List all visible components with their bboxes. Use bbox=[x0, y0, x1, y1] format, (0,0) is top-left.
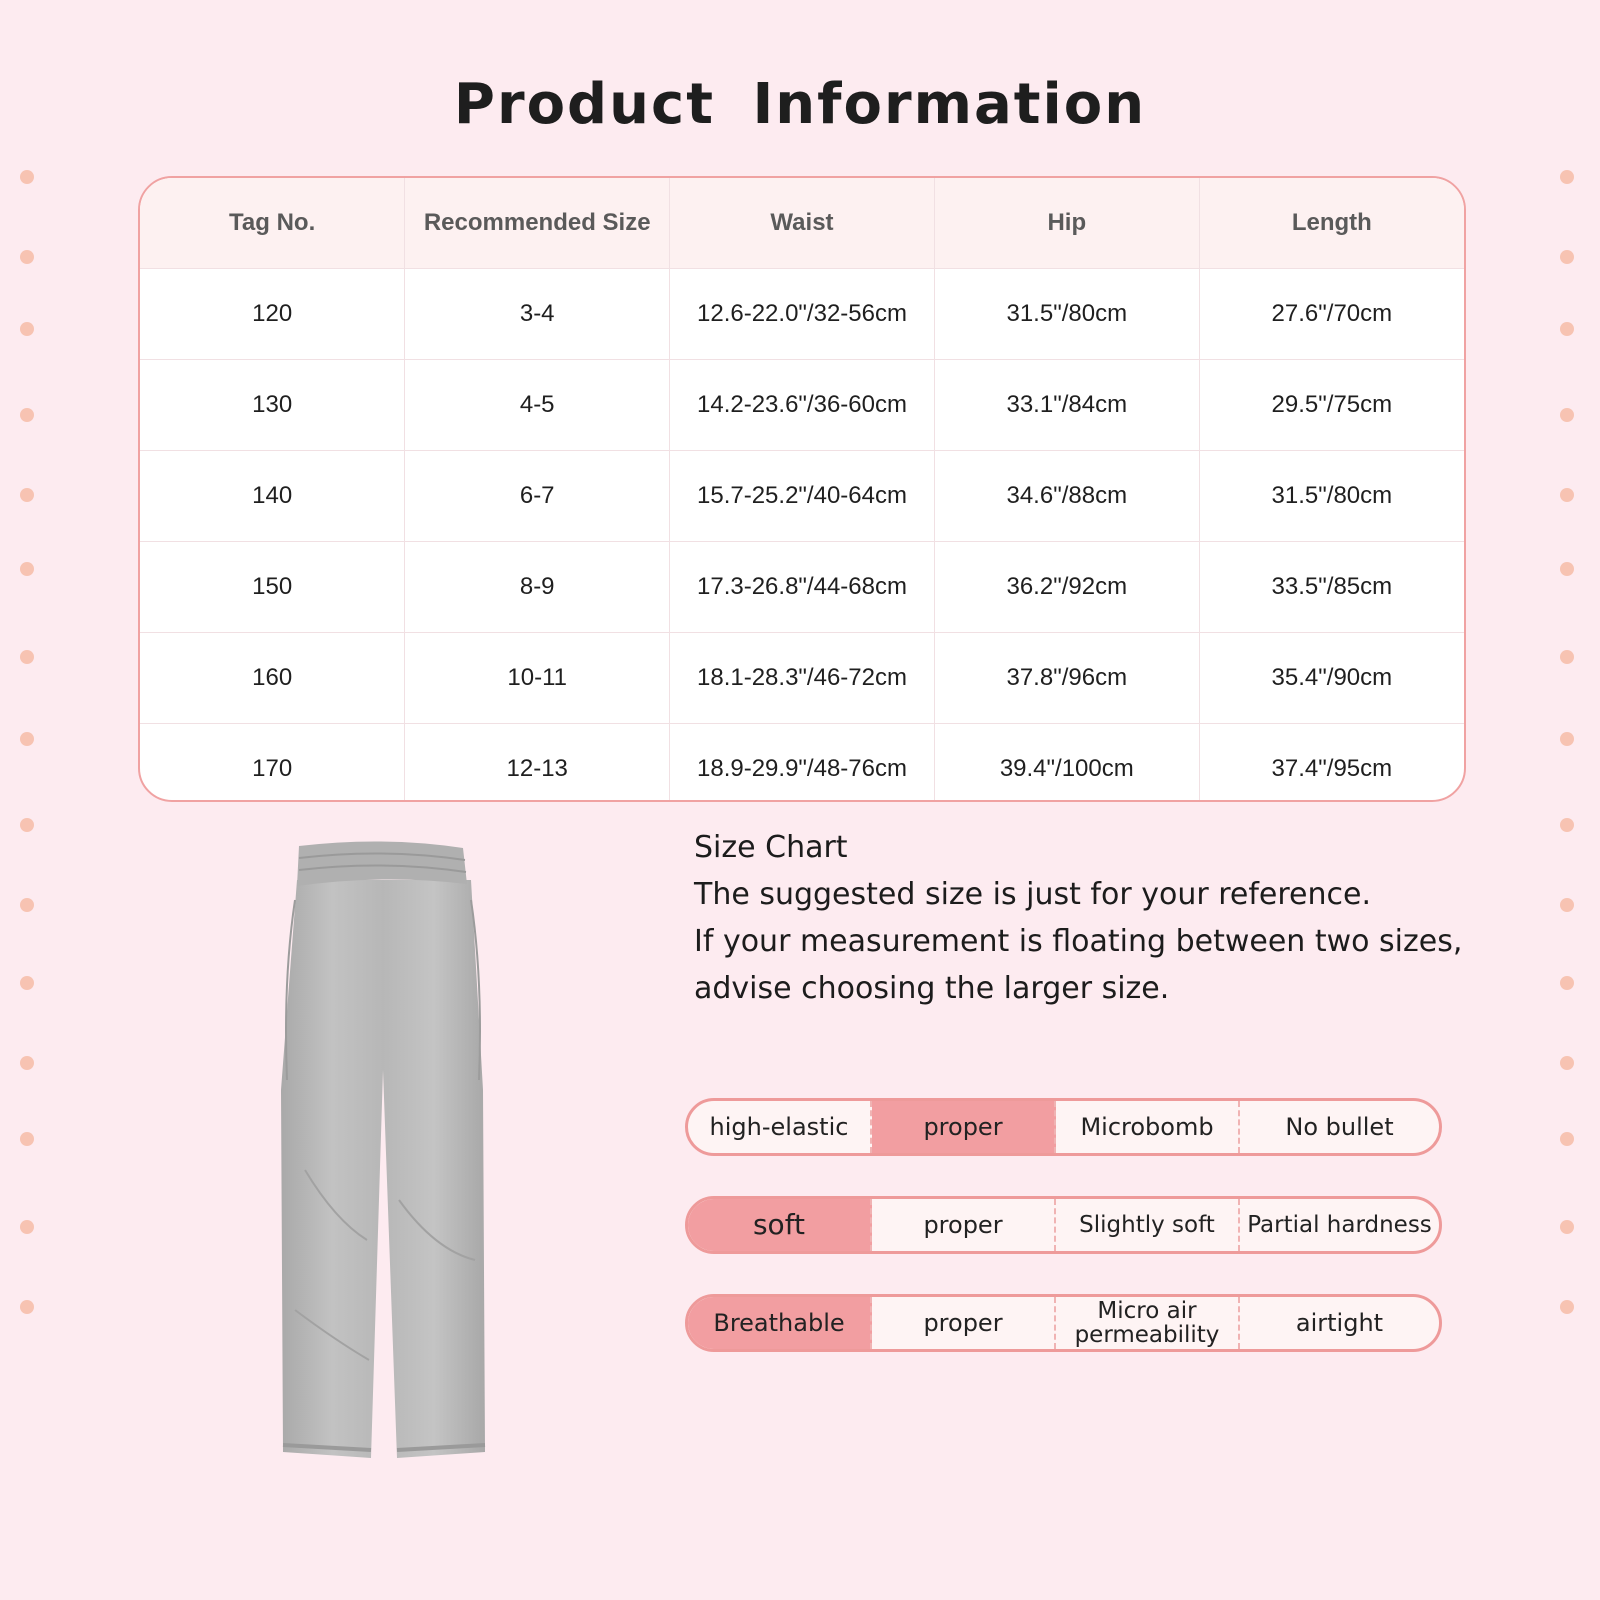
cell-waist: 14.2-23.6"/36-60cm bbox=[670, 360, 935, 451]
cell-length: 33.5"/85cm bbox=[1199, 542, 1464, 633]
cell-hip: 33.1"/84cm bbox=[934, 360, 1199, 451]
decorative-dot-icon bbox=[20, 408, 34, 422]
table-row bbox=[140, 633, 1464, 724]
cell-tag-no: 150 bbox=[140, 542, 405, 633]
cell-tag-no: 130 bbox=[140, 360, 405, 451]
column-header-waist: Waist bbox=[670, 178, 935, 269]
column-header-length: Length bbox=[1199, 178, 1464, 269]
decorative-dot-icon bbox=[1560, 170, 1574, 184]
cell-recommended-size: 4-5 bbox=[405, 360, 670, 451]
cell-waist: 17.3-26.8"/44-68cm bbox=[670, 542, 935, 633]
decorative-dot-icon bbox=[20, 1300, 34, 1314]
cell-waist: 18.9-29.9"/48-76cm bbox=[670, 724, 935, 803]
cell-hip: 34.6"/88cm bbox=[934, 451, 1199, 542]
waistband bbox=[297, 841, 467, 886]
decorative-dot-icon bbox=[20, 170, 34, 184]
pants-body bbox=[281, 880, 485, 1458]
cell-tag-no: 120 bbox=[140, 269, 405, 360]
gray-sweatpants-image bbox=[275, 840, 493, 1470]
breathability-option-micro-air-permeability: Micro air permeability bbox=[1056, 1297, 1240, 1349]
table-row bbox=[140, 724, 1464, 803]
table-row bbox=[140, 542, 1464, 633]
decorative-dot-icon bbox=[1560, 976, 1574, 990]
size-table-card bbox=[138, 176, 1466, 802]
cell-recommended-size: 8-9 bbox=[405, 542, 670, 633]
elasticity-option-no-bullet: No bullet bbox=[1285, 1113, 1394, 1141]
cell-hip: 36.2"/92cm bbox=[934, 542, 1199, 633]
note-line-1: The suggested size is just for your reference. bbox=[694, 877, 1371, 912]
size-table bbox=[140, 178, 1464, 802]
cell-recommended-size: 12-13 bbox=[405, 724, 670, 803]
cell-recommended-size: 6-7 bbox=[405, 451, 670, 542]
cell-waist: 15.7-25.2"/40-64cm bbox=[670, 451, 935, 542]
elasticity-rating-bar bbox=[685, 1098, 1442, 1156]
size-table-header-row bbox=[140, 178, 1464, 269]
softness-rating-bar bbox=[685, 1196, 1442, 1254]
cell-waist: 12.6-22.0"/32-56cm bbox=[670, 269, 935, 360]
page-title: Product Information bbox=[453, 72, 1147, 137]
note-line-3: advise choosing the larger size. bbox=[694, 971, 1170, 1006]
decorative-dot-icon bbox=[1560, 650, 1574, 664]
cell-hip: 39.4"/100cm bbox=[934, 724, 1199, 803]
breathability-option-proper: proper bbox=[872, 1297, 1056, 1349]
decorative-dot-icon bbox=[20, 1220, 34, 1234]
table-row bbox=[140, 269, 1464, 360]
column-header-tag-no: Tag No. bbox=[140, 178, 405, 269]
cell-length: 37.4"/95cm bbox=[1271, 755, 1393, 782]
cell-length: 31.5"/80cm bbox=[1199, 451, 1464, 542]
elasticity-option-microbomb: Microbomb bbox=[1056, 1101, 1240, 1153]
breathability-option-breathable: Breathable bbox=[688, 1297, 872, 1349]
breathability-option-airtight: airtight bbox=[1295, 1309, 1384, 1337]
note-line-2: If your measurement is floating between two sizes, bbox=[694, 924, 1463, 959]
cell-tag-no: 170 bbox=[140, 724, 405, 803]
size-chart-note bbox=[694, 824, 1463, 1012]
elasticity-option-high-elastic: high-elastic bbox=[688, 1101, 872, 1153]
cell-hip: 31.5"/80cm bbox=[934, 269, 1199, 360]
cell-recommended-size: 3-4 bbox=[405, 269, 670, 360]
table-row bbox=[140, 360, 1464, 451]
decorative-dot-icon bbox=[20, 250, 34, 264]
right-dot-column bbox=[1560, 170, 1580, 1350]
cell-tag-no: 160 bbox=[140, 633, 405, 724]
column-header-recommended-size: Recommended Size bbox=[405, 178, 670, 269]
left-dot-column bbox=[20, 170, 40, 1350]
cell-waist: 18.1-28.3"/46-72cm bbox=[670, 633, 935, 724]
softness-option-slightly-soft: Slightly soft bbox=[1056, 1199, 1240, 1251]
size-chart-heading: Size Chart bbox=[694, 830, 848, 865]
decorative-dot-icon bbox=[1560, 250, 1574, 264]
decorative-dot-icon bbox=[1560, 1056, 1574, 1070]
decorative-dot-icon bbox=[20, 976, 34, 990]
elasticity-option-proper: proper bbox=[872, 1101, 1056, 1153]
decorative-dot-icon bbox=[20, 1056, 34, 1070]
cell-length: 27.6"/70cm bbox=[1199, 269, 1464, 360]
breathability-rating-bar bbox=[685, 1294, 1442, 1352]
decorative-dot-icon bbox=[1560, 408, 1574, 422]
decorative-dot-icon bbox=[1560, 1132, 1574, 1146]
decorative-dot-icon bbox=[20, 898, 34, 912]
decorative-dot-icon bbox=[1560, 898, 1574, 912]
decorative-dot-icon bbox=[1560, 1220, 1574, 1234]
column-header-hip: Hip bbox=[934, 178, 1199, 269]
decorative-dot-icon bbox=[20, 562, 34, 576]
decorative-dot-icon bbox=[1560, 818, 1574, 832]
softness-option-partial-hardness: Partial hardness bbox=[1247, 1212, 1432, 1238]
cell-tag-no: 140 bbox=[140, 451, 405, 542]
decorative-dot-icon bbox=[1560, 488, 1574, 502]
decorative-dot-icon bbox=[20, 488, 34, 502]
softness-option-soft: soft bbox=[688, 1199, 872, 1251]
softness-option-proper: proper bbox=[872, 1199, 1056, 1251]
table-row bbox=[140, 451, 1464, 542]
decorative-dot-icon bbox=[1560, 1300, 1574, 1314]
cell-hip: 37.8"/96cm bbox=[934, 633, 1199, 724]
decorative-dot-icon bbox=[20, 322, 34, 336]
cell-length: 35.4"/90cm bbox=[1199, 633, 1464, 724]
decorative-dot-icon bbox=[20, 650, 34, 664]
decorative-dot-icon bbox=[20, 1132, 34, 1146]
cell-recommended-size: 10-11 bbox=[405, 633, 670, 724]
decorative-dot-icon bbox=[1560, 322, 1574, 336]
cell-length: 29.5"/75cm bbox=[1199, 360, 1464, 451]
decorative-dot-icon bbox=[1560, 562, 1574, 576]
decorative-dot-icon bbox=[1560, 732, 1574, 746]
decorative-dot-icon bbox=[20, 732, 34, 746]
decorative-dot-icon bbox=[20, 818, 34, 832]
